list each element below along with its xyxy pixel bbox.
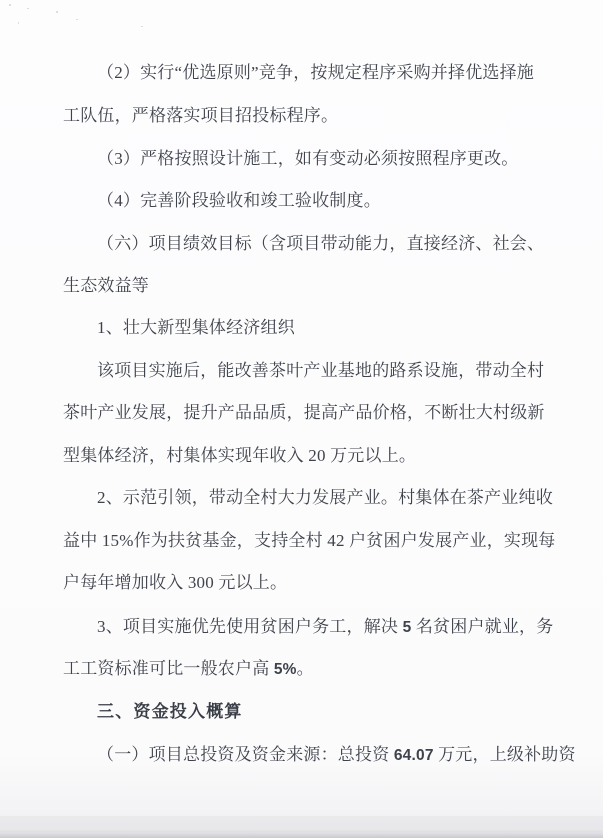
section-heading-text: 三、资金投入概算 [97, 702, 243, 721]
text-segment: 该项目实施后，能改善茶叶产业基地的路系设施，带动全村 [97, 361, 545, 380]
scan-speck [76, 19, 78, 20]
text-line [97, 487, 553, 509]
bold-number: 5 [402, 619, 412, 636]
text-segment: 户每年增加收入 300 元以上。 [63, 573, 288, 592]
text-segment: （2）实行“优选原则”竞争，按规定程序采购并择优选择施 [97, 63, 534, 82]
scan-speck [9, 4, 11, 6]
scan-speck [18, 22, 19, 24]
text-segment: 生态效益等 [63, 276, 149, 295]
text-line [97, 190, 381, 212]
scan-speck [56, 11, 58, 13]
text-line [63, 402, 545, 424]
text-segment: （4）完善阶段验收和竣工验收制度。 [97, 191, 381, 210]
bold-number: 5% [273, 661, 297, 678]
text-line [97, 62, 534, 84]
text-segment: （六）项目绩效目标（含项目带动能力，直接经济、社会、 [97, 234, 545, 253]
text-line [97, 744, 576, 767]
section-heading [97, 701, 243, 723]
text-line [63, 445, 416, 467]
bold-number: 64.07 [393, 747, 434, 764]
text-line [63, 105, 338, 127]
scanner-bottom-edge [0, 829, 603, 838]
text-segment: 2、示范引领，带动全村大力发展产业。村集体在茶产业纯收 [97, 488, 553, 507]
text-segment: 型集体经济，村集体实现年收入 20 万元以上。 [63, 446, 417, 465]
text-segment: 3、项目实施优先使用贫困户务工，解决 [97, 617, 403, 636]
text-segment: 名贫困户就业，务 [411, 617, 554, 636]
text-segment: 茶叶产业发展，提升产品品质，提高产品价格，不断壮大村级新 [63, 403, 545, 422]
text-line [97, 317, 295, 339]
text-segment: 。 [296, 659, 314, 678]
text-line [63, 275, 149, 297]
text-line [63, 530, 556, 552]
text-segment: 工工资标准可比一般农户高 [63, 659, 274, 678]
text-line [63, 658, 314, 681]
text-line [97, 616, 553, 639]
text-segment: 1、壮大新型集体经济组织 [97, 318, 295, 337]
text-segment: 益中 15%作为扶贫基金，支持全村 42 户贫困户发展产业，实现每 [63, 531, 556, 550]
scan-speck [141, 26, 143, 27]
text-line [97, 233, 544, 255]
text-line [97, 148, 519, 170]
text-line [63, 572, 287, 594]
text-segment: 万元，上级补助资 [433, 745, 576, 764]
text-line [97, 360, 544, 382]
text-segment: （3）严格按照设计施工，如有变动必须按照程序更改。 [97, 149, 519, 168]
scan-speck [27, 8, 29, 9]
text-segment: 工队伍，严格落实项目招投标程序。 [63, 106, 339, 125]
text-segment: （一）项目总投资及资金来源：总投资 [97, 745, 394, 764]
